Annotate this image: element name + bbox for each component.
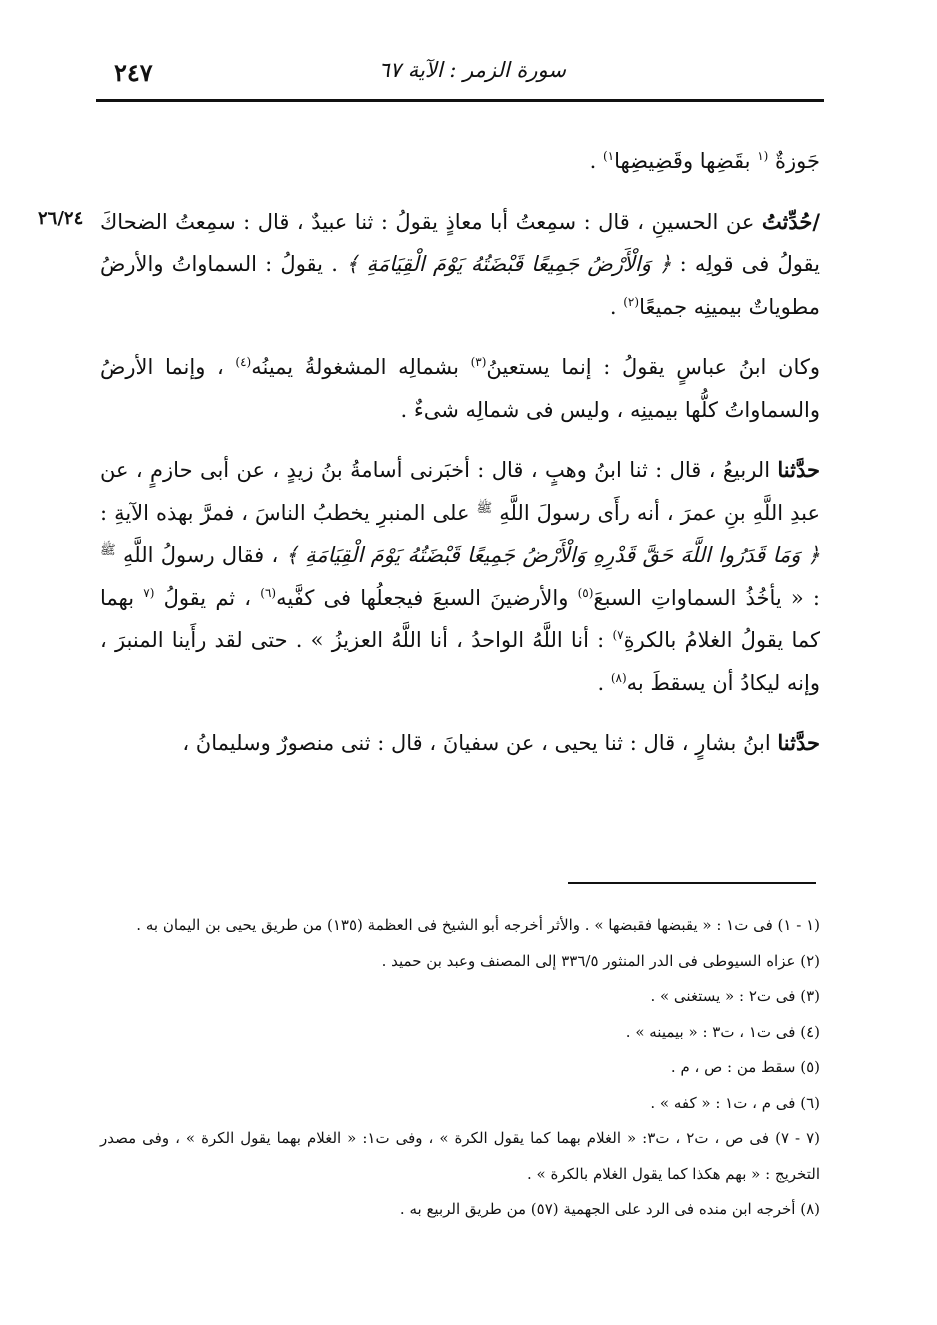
p3-text-c: ، وإنما الأرضُ والسماواتُ كلُّها بيمينِه ، وليس فى شمالِه شىءٌ .	[100, 355, 820, 422]
p4-text-a: الربيعُ ، قال : ثنا ابنُ وهبٍ ، قال : أخبَرنى أسامةُ بنُ زيدٍ ، عن أبى حازمٍ ، عن عبدِ اللَّهِ بنِ عمرَ ، أنه رأَى رسولَ اللَّهِ	[100, 458, 820, 525]
p4-text-f: ، ثم يقولُ	[154, 585, 261, 610]
paragraph-2	[100, 201, 820, 329]
p4-text-b: على المنبرِ يخطبُ الناسَ ، فمرَّ بهذه الآيةِ :	[100, 500, 477, 525]
footnote-7: (٧ - ٧) فى ص ، ت٢ ، ت٣: « الغلام بهما كما يقول الكرة » ، وفى ت١: « الغلام بهما يقول الكرة » ، وفى مصدر التخريج : « بهم هكذا كما يقول الغلام بالكرة » .	[100, 1129, 821, 1183]
paragraph-5	[100, 722, 820, 765]
p4-sup-5: (٥)	[577, 585, 594, 600]
p1-sup-close: ١)	[602, 149, 615, 163]
p1-quote: بقَضِها وقَضِيضِها	[614, 149, 758, 173]
paragraph-3	[100, 346, 820, 431]
p4-quran-verse: ﴿ وَمَا قَدَرُوا اللَّهَ حَقَّ قَدْرِهِ وَالْأَرْضُ جَمِيعًا قَبْضَتُهُ يَوْمَ الْقِيَامَةِ ﴾	[285, 543, 820, 567]
footnote-rule	[568, 882, 816, 884]
p1-text: جَوزةٌ	[768, 149, 820, 173]
footnote-8: (٨) أخرجه ابن منده فى الرد على الجهمية (٥٧) من طريق الربيع به .	[399, 1200, 820, 1218]
p2-quran-verse: ﴿ وَالْأَرْضُ جَمِيعًا قَبْضَتُهُ يَوْمَ الْقِيَامَةِ ﴾	[346, 252, 672, 276]
header-rule	[96, 99, 824, 102]
p4-salutation-2: ﷺ	[100, 543, 116, 558]
p2-tail: .	[609, 294, 624, 319]
p4-sup-8: (٨)	[610, 670, 627, 685]
p4-salutation-1: ﷺ	[476, 500, 493, 516]
p5-lead: حدَّثنا	[777, 730, 820, 755]
footnote-6: (٦) فى م ، ت١ : « كفه » .	[650, 1093, 820, 1112]
p3-sup-a: (٣)	[470, 355, 487, 369]
main-text	[100, 140, 820, 765]
p4-text-e: والأرضينَ السبعَ فيجعلُها فى كفَّيه	[276, 585, 578, 610]
p2-text-a: عن الحسينِ ، قال : سمِعتُ أبا معاذٍ يقولُ : ثنا عبيدٌ ، قال : سمِعتُ الضحاكَ يقولُ فى قولِه :	[100, 209, 821, 276]
p4-text-g: بهما كما يقولُ الغلامُ بالكرةِ	[100, 585, 820, 652]
footnotes	[100, 908, 820, 1228]
running-title: سورة الزمر : الآية ٦٧	[378, 58, 566, 82]
p4-lead: حدَّثنا	[777, 457, 820, 482]
p2-lead: /حُدِّثتُ	[761, 208, 820, 234]
p3-text-a: وكان ابنُ عباسٍ يقولُ : إنما يستعينُ	[486, 355, 820, 379]
p3-sup-b: (٤)	[235, 355, 252, 369]
p4-sup-7b: ٧)	[612, 628, 624, 642]
p2-text-b: . يقولُ : السماواتُ والأرضُ مطوياتٌ بيمينِه جميعًا	[100, 252, 820, 319]
footnote-3: (٣) فى ت٢ : « يستغنى » .	[650, 987, 820, 1005]
p3-text-b: بشمالِه المشغولةُ يمينُه	[251, 355, 471, 379]
p4-text-c: ، فقال رسولُ اللَّهِ	[115, 543, 286, 567]
paragraph-4	[100, 449, 820, 704]
p4-sup-6: (٦)	[260, 585, 277, 600]
p4-tail: .	[597, 670, 611, 695]
footnote-1: (١ - ١) فى ت١ : « يقبضها فقبضها » . والأثر أخرجه أبو الشيخ فى العظمة (١٣٥) من طريق يحيى بن اليمان به .	[136, 916, 820, 934]
footnote-2: (٢) عزاه السيوطى فى الدر المنثور ٣٣٦/٥ إلى المصنف وعبد بن حميد .	[381, 951, 820, 970]
p5-text: ابنُ بشارٍ ، قال : ثنا يحيى ، عن سفيانَ ، قال : ثنى منصورٌ وسليمانُ ،	[182, 731, 778, 755]
footnote-5: (٥) سقط من : ص ، م .	[670, 1058, 820, 1076]
p4-text-h: : أنا اللَّهُ الواحدُ ، أنا اللَّهُ العزيزُ » . حتى لقد رأَينا المنبرَ ، وإنه ليكادُ أن يسقطَ به	[100, 628, 820, 695]
p2-sup: (٢)	[623, 294, 640, 309]
footnote-4: (٤) فى ت١ ، ت٣ : « بيمينه » .	[625, 1022, 820, 1041]
margin-reference: ٢٦/٢٤	[38, 208, 84, 229]
page-header	[96, 52, 824, 98]
p1-sup-open: (١	[757, 149, 769, 163]
p4-sup-7a: (٧	[143, 585, 155, 600]
paragraph-1	[100, 140, 820, 183]
page-number: ٢٤٧	[114, 58, 153, 87]
p1-tail: .	[589, 149, 603, 173]
p4-text-d: : « يأخُذُ السماواتِ السبعَ	[593, 585, 820, 610]
